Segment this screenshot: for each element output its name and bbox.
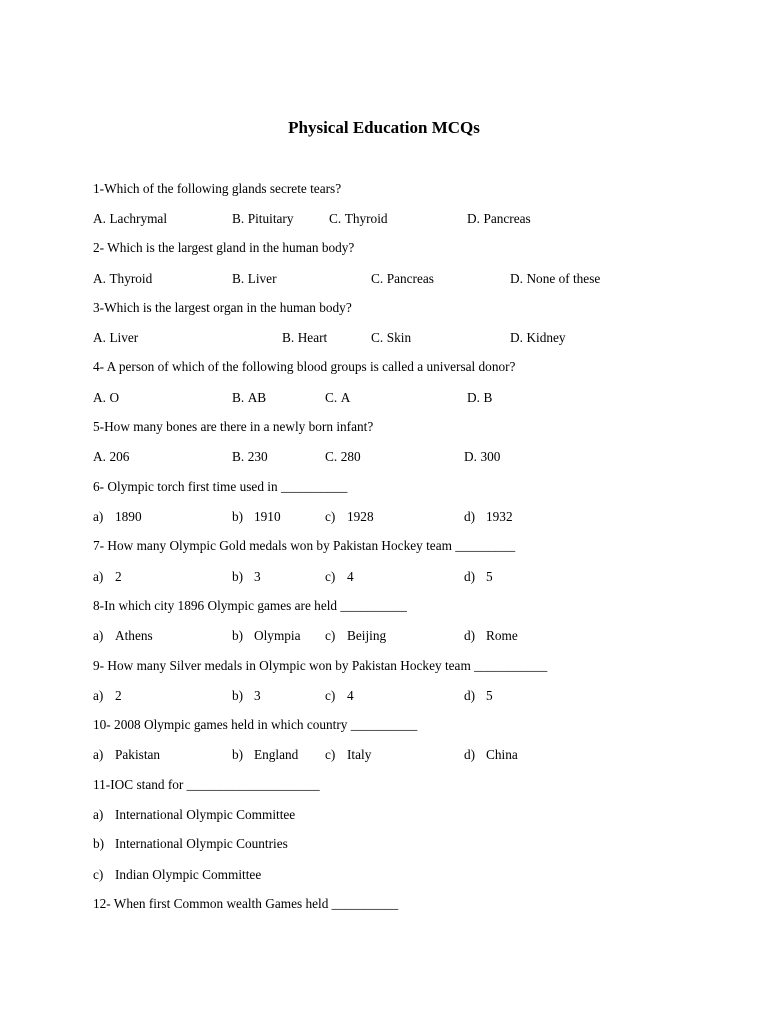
option-text: Rome: [486, 628, 518, 643]
option-label: B.: [232, 390, 245, 405]
option-b: [232, 448, 268, 466]
option-d: [464, 627, 518, 645]
option-text: Pancreas: [386, 271, 434, 286]
option-label: a): [93, 747, 104, 762]
question-text: 10- 2008 Olympic games held in which country __________: [93, 717, 418, 732]
option-a: [93, 270, 152, 288]
option-text: 1928: [347, 509, 374, 524]
option-text: 5: [486, 569, 493, 584]
option-label: d): [464, 747, 476, 762]
option-label: b): [232, 509, 244, 524]
option-d: [464, 687, 493, 705]
option-text: Lachrymal: [109, 211, 168, 226]
option-label: b): [93, 836, 105, 851]
option-text: 3: [254, 569, 261, 584]
option-label: a): [93, 688, 104, 703]
option-label: b): [232, 569, 244, 584]
option-label: B.: [282, 330, 295, 345]
option-text: 280: [340, 449, 361, 464]
option-label: d): [464, 569, 476, 584]
option-label: a): [93, 509, 104, 524]
option-label: d): [464, 628, 476, 643]
question-text: 11-IOC stand for ____________________: [93, 777, 320, 792]
option-text: Liver: [247, 271, 277, 286]
option-b: [282, 329, 327, 347]
option-b: [232, 210, 294, 228]
option-text: International Olympic Committee: [115, 807, 296, 822]
option-label: D.: [510, 330, 523, 345]
option-b: [232, 508, 281, 526]
option-text: Pancreas: [483, 211, 531, 226]
option-text: 1910: [254, 509, 281, 524]
question-text: 7- How many Olympic Gold medals won by Pakistan Hockey team _________: [93, 538, 516, 553]
option-text: Indian Olympic Committee: [115, 867, 262, 882]
option-label: D.: [464, 449, 477, 464]
question-text: 2- Which is the largest gland in the human body?: [93, 240, 355, 255]
option-a: [93, 627, 153, 645]
question-text: 1-Which of the following glands secrete tears?: [93, 181, 342, 196]
option-text: 4: [347, 569, 354, 584]
question-text: 9- How many Silver medals in Olympic won by Pakistan Hockey team ___________: [93, 658, 548, 673]
question-text: 8-In which city 1896 Olympic games are held __________: [93, 598, 407, 613]
page-title: Physical Education MCQs: [288, 118, 480, 137]
option-text: Heart: [297, 330, 328, 345]
option-a: [93, 806, 295, 824]
option-text: Thyroid: [109, 271, 153, 286]
option-label: C.: [325, 449, 338, 464]
option-label: C.: [329, 211, 342, 226]
option-text: Liver: [109, 330, 139, 345]
option-text: China: [486, 747, 518, 762]
option-text: Kidney: [526, 330, 566, 345]
option-label: D.: [510, 271, 523, 286]
option-d: [464, 508, 513, 526]
option-c: [325, 448, 361, 466]
question-text: 3-Which is the largest organ in the human body?: [93, 300, 352, 315]
option-a: [93, 746, 160, 764]
option-b: [232, 389, 266, 407]
option-label: D.: [467, 211, 480, 226]
option-b: [232, 568, 261, 586]
option-label: D.: [467, 390, 480, 405]
question-text: 4- A person of which of the following blood groups is called a universal donor?: [93, 359, 516, 374]
option-text: 1932: [486, 509, 513, 524]
option-text: 206: [109, 449, 130, 464]
option-c: [325, 687, 354, 705]
option-text: 5: [486, 688, 493, 703]
option-label: A.: [93, 390, 106, 405]
option-label: B.: [232, 271, 245, 286]
option-label: c): [325, 569, 336, 584]
option-label: B.: [232, 449, 245, 464]
option-label: c): [93, 867, 104, 882]
option-text: England: [254, 747, 299, 762]
option-a: [93, 210, 167, 228]
option-text: International Olympic Countries: [115, 836, 288, 851]
option-b: [232, 687, 261, 705]
option-label: a): [93, 628, 104, 643]
option-c: [325, 568, 354, 586]
option-text: 4: [347, 688, 354, 703]
option-b: [232, 627, 301, 645]
option-a: [93, 329, 138, 347]
option-c: [329, 210, 388, 228]
option-text: Pakistan: [115, 747, 161, 762]
option-label: a): [93, 569, 104, 584]
option-a: [93, 448, 129, 466]
option-text: 2: [115, 569, 122, 584]
option-c: [325, 389, 350, 407]
option-a: [93, 687, 122, 705]
option-label: c): [325, 688, 336, 703]
option-b: [232, 746, 298, 764]
option-label: a): [93, 807, 104, 822]
option-d: [464, 568, 493, 586]
option-label: d): [464, 688, 476, 703]
option-text: Italy: [347, 747, 372, 762]
option-text: 230: [247, 449, 268, 464]
option-d: [464, 448, 500, 466]
option-text: None of these: [526, 271, 601, 286]
option-text: Beijing: [347, 628, 387, 643]
option-label: b): [232, 628, 244, 643]
option-text: Olympia: [254, 628, 301, 643]
option-c: [325, 746, 371, 764]
option-text: Athens: [115, 628, 153, 643]
option-text: 1890: [115, 509, 142, 524]
option-label: B.: [232, 211, 245, 226]
option-label: A.: [93, 449, 106, 464]
option-label: A.: [93, 211, 106, 226]
option-c: [371, 270, 434, 288]
option-a: [93, 568, 122, 586]
option-label: A.: [93, 330, 106, 345]
option-c: [371, 329, 411, 347]
option-text: 300: [480, 449, 501, 464]
option-text: Thyroid: [344, 211, 388, 226]
option-d: [464, 746, 518, 764]
option-text: A: [340, 390, 351, 405]
option-d: [467, 389, 492, 407]
option-text: Pituitary: [247, 211, 294, 226]
option-d: [510, 329, 566, 347]
option-b: [232, 270, 277, 288]
option-text: 2: [115, 688, 122, 703]
option-label: c): [325, 628, 336, 643]
option-label: b): [232, 747, 244, 762]
option-text: O: [109, 390, 120, 405]
question-text: 5-How many bones are there in a newly born infant?: [93, 419, 374, 434]
option-b: [93, 835, 288, 853]
option-text: Skin: [386, 330, 412, 345]
option-text: B: [483, 390, 493, 405]
option-text: 3: [254, 688, 261, 703]
question-text: 6- Olympic torch first time used in __________: [93, 479, 348, 494]
option-text: AB: [247, 390, 267, 405]
option-c: [325, 508, 374, 526]
option-label: c): [325, 509, 336, 524]
option-label: C.: [325, 390, 338, 405]
question-text: 12- When first Common wealth Games held __________: [93, 896, 399, 911]
option-c: [93, 866, 261, 884]
option-label: c): [325, 747, 336, 762]
option-a: [93, 389, 119, 407]
option-label: d): [464, 509, 476, 524]
option-label: C.: [371, 330, 384, 345]
option-label: A.: [93, 271, 106, 286]
option-d: [510, 270, 600, 288]
option-label: b): [232, 688, 244, 703]
option-label: C.: [371, 271, 384, 286]
option-c: [325, 627, 386, 645]
option-a: [93, 508, 142, 526]
option-d: [467, 210, 531, 228]
